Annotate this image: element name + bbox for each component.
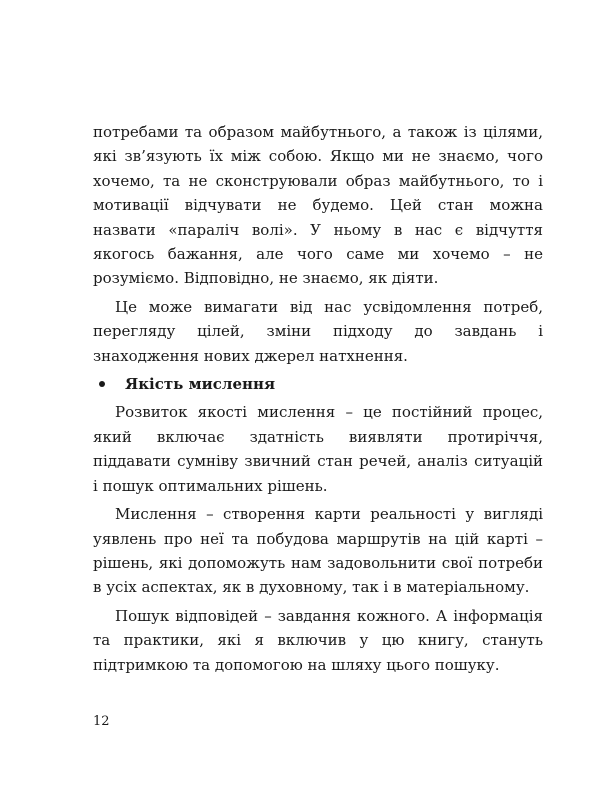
paragraph: Розвиток якості мислення – це постійний процес, який включає здатність виявляти протиріччя, піддавати сумніву звичний стан речей, аналіз ситуацій і пошук оптимальних рішень. <box>93 403 543 495</box>
paragraph: Пошук відповідей – завдання кожного. А інформація та практики, які я включив у цю книгу, стануть підтримкою та допомогою на шляху цього пошуку. <box>93 606 543 674</box>
paragraph-continuation: потребами та образом майбутнього, а також із цілями, які зв’язують їх між собою. Якщо ми не знаємо, чого хочемо, та не сконструювали образ майбутнього, то і мотивації відчувати не будемо. Цей стан можна назвати «параліч волі». У ньому в нас є відчуття якогось бажання, але чого саме ми хочемо – не розуміємо. Відповідно, не знаємо, як діяти. <box>93 123 543 288</box>
paragraph: Мислення – створення карти реальності у вигляді уявлень про неї та побудова маршрутів на цій карті – рішень, які допоможуть нам задовольнити свої потреби в усіх аспектах, як в духовному, так і в матеріальному. <box>93 505 543 597</box>
body-text <box>93 120 543 681</box>
section-heading-text: Якість мислення <box>125 375 276 394</box>
page-number: 12 <box>93 714 110 729</box>
paragraph: Це може вимагати від нас усвідомлення потреб, перегляду цілей, зміни підходу до завдань і знаходження нових джерел натхнення. <box>93 297 543 365</box>
section-heading <box>93 372 543 396</box>
bullet-icon <box>99 381 105 387</box>
